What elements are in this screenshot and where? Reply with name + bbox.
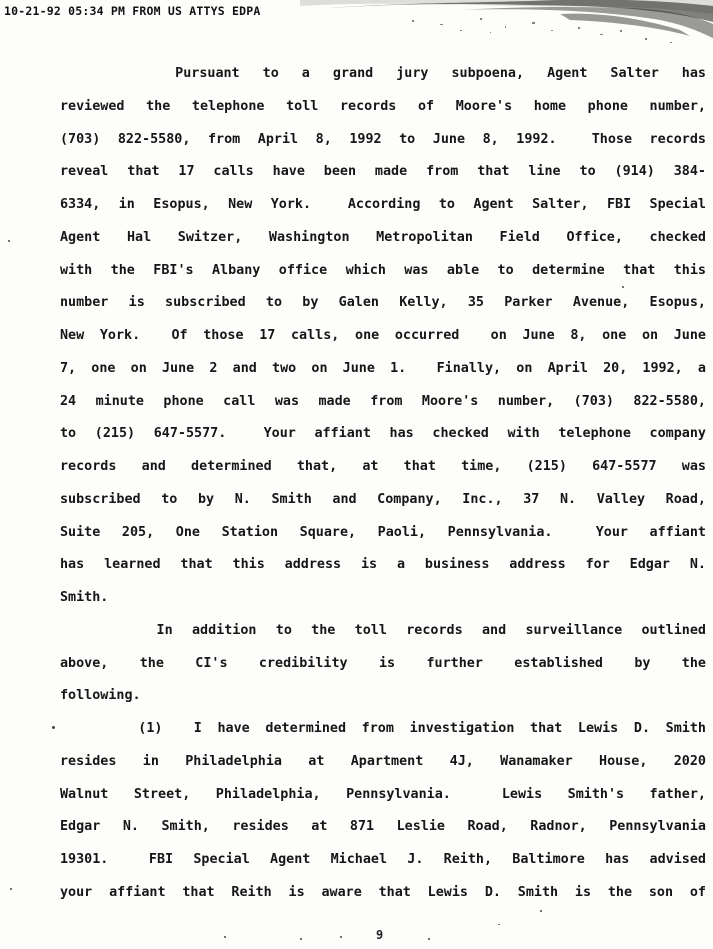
text-line: Edgar N. Smith, resides at 871 Leslie Road, Radnor, Pennsylvania [60,819,706,835]
paragraph-toll-records [60,58,706,615]
text-line: subscribed to by N. Smith and Company, Inc., 37 N. Valley Road, [60,491,706,507]
text-line: reviewed the telephone toll records of Moore's home phone number, [60,98,706,114]
text-line: following. [60,688,141,704]
scan-speck [540,910,542,912]
text-line: Pursuant to a grand jury subpoena, Agent Salter has [60,66,706,81]
text-line: 19301. FBI Special Agent Michael J. Reith, Baltimore has advised [60,852,706,867]
text-line: Agent Hal Switzer, Washington Metropolitan Field Office, checked [60,229,706,245]
text-line: (703) 822-5580, from April 8, 1992 to June 8, 1992. Those records [60,131,706,147]
text-line: In addition to the toll records and surveillance outlined [60,622,706,638]
fax-transmission-noise [300,0,713,46]
scan-speck [52,726,55,729]
text-line: Smith. [60,590,109,605]
text-line: 24 minute phone call was made from Moore's number, (703) 822-5580, [60,393,706,409]
text-line: Walnut Street, Philadelphia, Pennsylvania. Lewis Smith's father, [60,786,706,802]
scan-speck [340,936,342,938]
text-line: has learned that this address is a business address for Edgar N. [60,557,706,573]
scan-speck [498,924,500,925]
text-line: resides in Philadelphia at Apartment 4J, Wanamaker House, 2020 [60,753,706,769]
text-line: (1) I have determined from investigation that Lewis D. Smith [60,721,706,736]
text-line: to (215) 647-5577. Your affiant has checked with telephone company [60,426,706,442]
page-number: 9 [376,928,384,942]
fax-header: 10-21-92 05:34 PM FROM US ATTYS EDPA [4,4,261,18]
text-line: New York. Of those 17 calls, one occurred on June 8, one on June [60,328,706,343]
text-line: 7, one on June 2 and two on June 1. Finally, on April 20, 1992, a [60,360,706,376]
text-line: 6334, in Esopus, New York. According to Agent Salter, FBI Special [60,197,706,212]
paragraph-item-1 [60,713,706,910]
text-line: Suite 205, One Station Square, Paoli, Pennsylvania. Your affiant [60,524,706,540]
paragraph-credibility [60,615,706,713]
scan-speck [300,938,302,940]
text-line: number is subscribed to by Galen Kelly, 35 Parker Avenue, Esopus, [60,295,706,311]
text-line: records and determined that, at that time, (215) 647-5577 was [60,459,706,474]
text-line: reveal that 17 calls have been made from that line to (914) 384- [60,164,706,180]
scan-speck [224,936,226,938]
text-line: above, the CI's credibility is further established by the [60,655,706,671]
scan-speck [10,888,12,890]
scan-speck [428,938,430,940]
document-body [60,58,706,910]
text-line: your affiant that Reith is aware that Lewis D. Smith is the son of [60,884,706,900]
scan-speck [8,240,10,242]
scan-speck [622,286,624,288]
text-line: with the FBI's Albany office which was able to determine that this [60,262,706,278]
